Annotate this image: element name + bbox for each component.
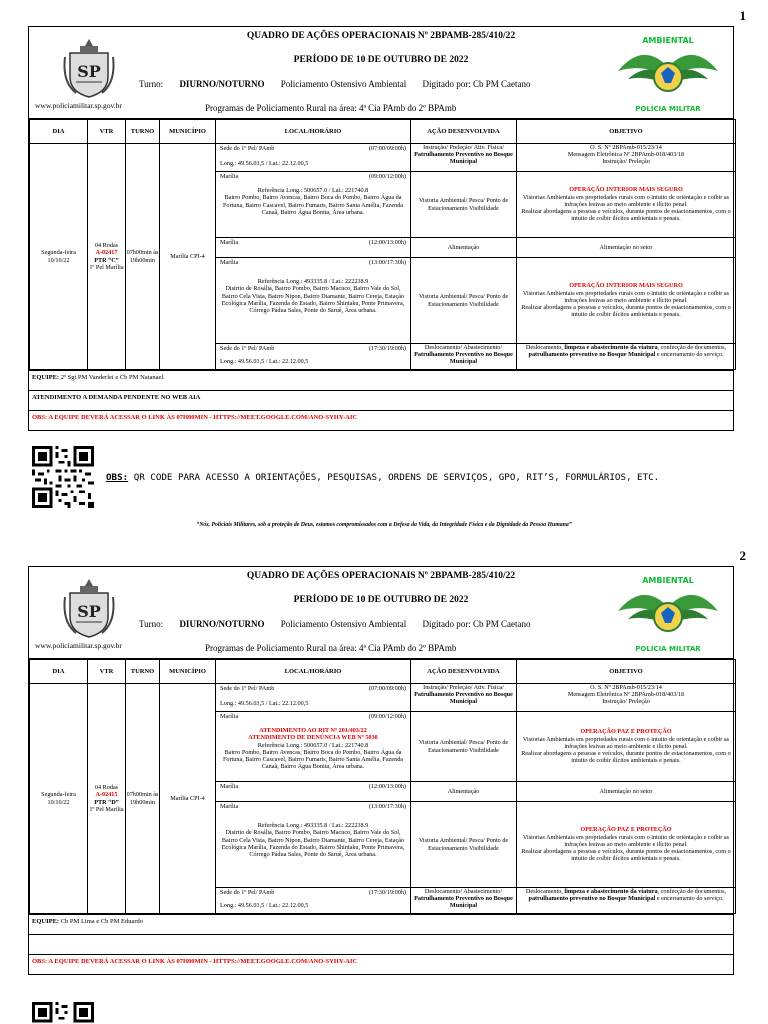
- col-objetivo: OBJETIVO: [517, 660, 736, 684]
- sheet-info-line: Turno: DIURNO/NOTURNO Policiamento Ostensivo Ambiental Digitado por: Cb PM Caetano: [139, 619, 531, 629]
- dia-cell: Segunda-feira 10/10/22: [30, 684, 88, 914]
- qr-code-icon[interactable]: [30, 1002, 96, 1024]
- local-cell: Marília (12:00/13:00h): [216, 238, 411, 258]
- vtr-cell: 04 Rodas A-02415 PTR “D” 1º Pel Marília: [88, 684, 126, 914]
- acao-cell: Deslocamento/ Abastecimento/ Patrulhamento Preventivo no Bosque Municipal: [411, 344, 517, 370]
- table-header-row: [30, 660, 736, 684]
- svg-text:POLÍCIA MILITAR: POLÍCIA MILITAR: [635, 105, 701, 113]
- svg-text:AMBIENTAL: AMBIENTAL: [642, 576, 694, 585]
- col-vtr: VTR: [88, 120, 126, 144]
- acao-cell: Deslocamento/ Abastecimento/ Patrulhamento Preventivo no Bosque Municipal: [411, 888, 517, 914]
- local-cell: Sede do 1º Pel/ PAmb (17:30/19:00h) Long.: 49.56.03,5 / Lat.: 22.12.00,5: [216, 888, 411, 914]
- vtr-cell: 04 Rodas A-02417 PTR “C” 1º Pel Marília: [88, 144, 126, 370]
- acao-cell: Vistoria Ambiental/ Pesca/ Ponto de Estacionamento Visibilidade: [411, 172, 517, 238]
- acao-cell: Vistoria Ambiental/ Pesca/ Ponto de Estacionamento Visibilidade: [411, 802, 517, 888]
- qr-code-icon[interactable]: [30, 446, 96, 508]
- objetivo-cell: OPERAÇÃO INTERIOR MAIS SEGURO Vistorias Ambientais em propriedades rurais com o intuito de orientação e coibir as infrações lesivas ao meio ambiente e ilícito penal. Realizar abordagens a pessoas e veículos, durante pontos de estacionamentos, com o intuito de coibir ilícitos ambientais e penais.: [517, 172, 736, 238]
- objetivo-cell: Alimentação no setor: [517, 238, 736, 258]
- col-acao: AÇÃO DESENVOLVIDA: [411, 120, 517, 144]
- col-local: LOCAL/HORÁRIO: [216, 660, 411, 684]
- local-cell: Sede do 1º Pel/ PAmb (07:00/09:00h) Long.: 49.56.03,5 / Lat.: 22.12.00,5: [216, 684, 411, 712]
- atendimento-line: ATENDIMENTO A DEMANDA PENDENTE NO WEB AIA: [29, 390, 733, 410]
- operations-table: [29, 119, 736, 370]
- motto-text: “Nós, Policiais Militares, sob a proteção de Deus, estamos compromissados com a Defesa da Vida, da Integridade Física e da Dignidade da Pessoa Humana”: [196, 522, 572, 528]
- acao-cell: Vistoria Ambiental/ Pesca/ Ponto de Estacionamento Visibilidade: [411, 712, 517, 782]
- sheet-period: PERÍODO DE 10 DE OUTUBRO DE 2022: [293, 595, 469, 605]
- equipe-line: EQUIPE: 2º Sgt PM Vanderlei e Cb PM Natanael.: [29, 370, 733, 390]
- col-turno: TURNO: [126, 120, 160, 144]
- col-dia: DIA: [30, 120, 88, 144]
- sheet-programs: Programas de Policiamento Rural na área: 4ª Cia PAmb do 2º BPAmb: [205, 643, 457, 653]
- sp-seal-icon: [62, 37, 116, 99]
- local-cell: Marília (09:00/12:00h) Referência Long.: 500657.0 / Lat.: 221740.8 Bairro Pombo, Bairro Avencas, Bairro Boca do Pombo, Bairro Água da Fortuna, Bairro Cascavel, Bairro Fumaris, Bairro Santa Amélia, Fazenda Canaã, Bairro Água Bonita, Área urbana.: [216, 172, 411, 238]
- local-cell: Marília (12:00/13:00h): [216, 782, 411, 802]
- sheet-header: [29, 567, 733, 659]
- col-turno: TURNO: [126, 660, 160, 684]
- objetivo-cell: Deslocamento, limpeza e abastecimento da viatura, confecção de documentos, patrulhamento preventivo no Bosque Municipal e encerramento do serviço.: [517, 888, 736, 914]
- col-acao: AÇÃO DESENVOLVIDA: [411, 660, 517, 684]
- objetivo-cell: OPERAÇÃO PAZ E PROTEÇÃO Vistorias Ambientais em propriedades rurais com o intuito de orientação e coibir as infrações lesivas ao meio ambiente e ilícito penal. Realizar abordagens a pessoas e veículos, durante pontos de estacionamentos, com o intuito de coibir ilícitos ambientais e penais.: [517, 712, 736, 782]
- col-dia: DIA: [30, 660, 88, 684]
- svg-text:POLÍCIA MILITAR: POLÍCIA MILITAR: [635, 645, 701, 653]
- operations-table: [29, 659, 736, 914]
- obs-link-line[interactable]: OBS: A EQUIPE DEVERÁ ACESSAR O LINK ÀS 07H00MIN - HTTPS://MEET.GOOGLE.COM/ANO-SYHY-AIC: [29, 410, 733, 430]
- turno-cell: 07h00min às 19h00min: [126, 144, 160, 370]
- dia-cell: Segunda-feira 10/10/22: [30, 144, 88, 370]
- col-objetivo: OBJETIVO: [517, 120, 736, 144]
- local-cell: Marília (09:00/12:00h) ATENDIMENTO AO RIT Nº 201/403/22 ATENDIMENTO DE DENÚNCIA WEB Nº 5030 Referência Long.: 500657.0 / Lat.: 221740.8 Bairro Pombo, Bairro Avencas, Bairro Boca do Pombo, Bairro Água da Fortuna, Bairro Cascavel, Bairro Fumaris, Bairro Santa Amélia, Fazenda Canaã, Bairro Água Bonita, Área urbana.: [216, 712, 411, 782]
- objetivo-cell: Deslocamento, limpeza e abastecimento da viatura, confecção de documentos, patrulhamento preventivo no Bosque Municipal e encerramento do serviço.: [517, 344, 736, 370]
- col-municipio: MUNICÍPIO: [160, 660, 216, 684]
- sheet-info-line: Turno: DIURNO/NOTURNO Policiamento Ostensivo Ambiental Digitado por: Cb PM Caetano: [139, 79, 531, 89]
- svg-text:SP: SP: [77, 62, 101, 81]
- operations-sheet-1: [28, 26, 734, 431]
- qr-obs-text: OBS: QR CODE PARA ACESSO A ORIENTAÇÕES, PESQUISAS, ORDENS DE SERVIÇOS, GPO, RIT’S, FORMULÁRIOS, ETC.: [106, 471, 660, 483]
- acao-cell: Instrução/ Preleção/ Ativ. Física/ Patrulhamento Preventivo no Bosque Municipal: [411, 144, 517, 172]
- table-header-row: [30, 120, 736, 144]
- objetivo-cell: O. S. Nº 2BPAmb-015/23/14 Mensagem Eletrônica Nº 2BPAmb-018/403/18 Instrução/ Preleção: [517, 684, 736, 712]
- sheet-programs: Programas de Policiamento Rural na área: 4ª Cia PAmb do 2º BPAmb: [205, 103, 457, 113]
- sp-seal-icon: [62, 577, 116, 639]
- objetivo-cell: Alimentação no setor: [517, 782, 736, 802]
- objetivo-cell: O. S. Nº 2BPAmb-015/23/14 Mensagem Eletrônica Nº 2BPAmb-018/403/18 Instrução/ Preleção: [517, 144, 736, 172]
- local-cell: Marília (13:00/17:30h) Referência Long.: 493335.8 / Lat.: 222238.9 Distrito de Rosália, Bairro Pombo, Bairro Macuco, Bairro Vale do Sol, Bairro Cela Vista, Bairro Nipon, Bairro Diamante, Bairro Cereja, Estação Ecológica Marília, Fazenda do Estado, Bairro Shintaku, Ponte Primavera, Córrego Pádua Sales, Ponte do Saruê, Área urbana.: [216, 258, 411, 344]
- acao-cell: Alimentação: [411, 238, 517, 258]
- col-local: LOCAL/HORÁRIO: [216, 120, 411, 144]
- acao-cell: Instrução/ Preleção/ Ativ. Física/ Patrulhamento Preventivo no Bosque Municipal: [411, 684, 517, 712]
- site-url[interactable]: www.policiamilitar.sp.gov.br: [35, 641, 122, 650]
- operations-sheet-2: [28, 566, 734, 975]
- blank-line: [29, 934, 733, 954]
- svg-text:SP: SP: [77, 602, 101, 621]
- municipio-cell: Marília CPI-4: [160, 144, 216, 370]
- page-number: 2: [739, 548, 746, 563]
- sheet-title: QUADRO DE AÇÕES OPERACIONAIS Nº 2BPAMB-285/410/22: [246, 571, 516, 581]
- col-vtr: VTR: [88, 660, 126, 684]
- qr-row: [30, 446, 659, 508]
- table-row: [30, 144, 736, 172]
- equipe-line: EQUIPE: Cb PM Lima e Cb PM Eduardo: [29, 914, 733, 934]
- ambiental-logo-icon: [613, 571, 723, 657]
- qr-row: [30, 1002, 96, 1024]
- local-cell: Sede do 1º Pel/ PAmb (17:30/19:00h) Long.: 49.56.03,5 / Lat.: 22.12.00,5: [216, 344, 411, 370]
- page-number: 1: [739, 8, 746, 23]
- municipio-cell: Marília CPI-4: [160, 684, 216, 914]
- local-cell: Sede do 1º Pel/ PAmb (07:00/09:00h) Long.: 49.56.03,5 / Lat.: 22.12.00,5: [216, 144, 411, 172]
- turno-cell: 07h00min às 19h00min: [126, 684, 160, 914]
- local-cell: Marília (13:00/17:30h) Referência Long.: 493335.8 / Lat.: 222238.9 Distrito de Rosália, Bairro Pombo, Bairro Macuco, Bairro Vale do Sol, Bairro Cela Vista, Bairro Nipon, Bairro Diamante, Bairro Cereja, Estação Ecológica Marília, Fazenda do Estado, Bairro Shintaku, Ponte Primavera, Córrego Pádua Sales, Ponte do Saruê, Área urbana.: [216, 802, 411, 888]
- objetivo-cell: OPERAÇÃO INTERIOR MAIS SEGURO Vistorias Ambientais em propriedades rurais com o intuito de orientação e coibir as infrações lesivas ao meio ambiente e ilícito penal. Realizar abordagens a pessoas e veículos, durante pontos de estacionamentos, com o intuito de coibir ilícitos ambientais e penais.: [517, 258, 736, 344]
- sheet-period: PERÍODO DE 10 DE OUTUBRO DE 2022: [293, 55, 469, 65]
- acao-cell: Vistoria Ambiental/ Pesca/ Ponto de Estacionamento Visibilidade: [411, 258, 517, 344]
- site-url[interactable]: www.policiamilitar.sp.gov.br: [35, 101, 122, 110]
- sheet-title: QUADRO DE AÇÕES OPERACIONAIS Nº 2BPAMB-285/410/22: [246, 31, 516, 41]
- objetivo-cell: OPERAÇÃO PAZ E PROTEÇÃO Vistorias Ambientais em propriedades rurais com o intuito de orientação e coibir as infrações lesivas ao meio ambiente e ilícito penal. Realizar abordagens a pessoas e veículos, durante pontos de estacionamentos, com o intuito de coibir ilícitos ambientais e penais.: [517, 802, 736, 888]
- acao-cell: Alimentação: [411, 782, 517, 802]
- obs-link-line[interactable]: OBS: A EQUIPE DEVERÁ ACESSAR O LINK ÀS 07H00MIN - HTTPS://MEET.GOOGLE.COM/ANO-SYHY-AIC: [29, 954, 733, 974]
- ambiental-logo-icon: [613, 31, 723, 117]
- svg-text:AMBIENTAL: AMBIENTAL: [642, 36, 694, 45]
- sheet-header: [29, 27, 733, 119]
- col-municipio: MUNICÍPIO: [160, 120, 216, 144]
- table-row: [30, 684, 736, 712]
